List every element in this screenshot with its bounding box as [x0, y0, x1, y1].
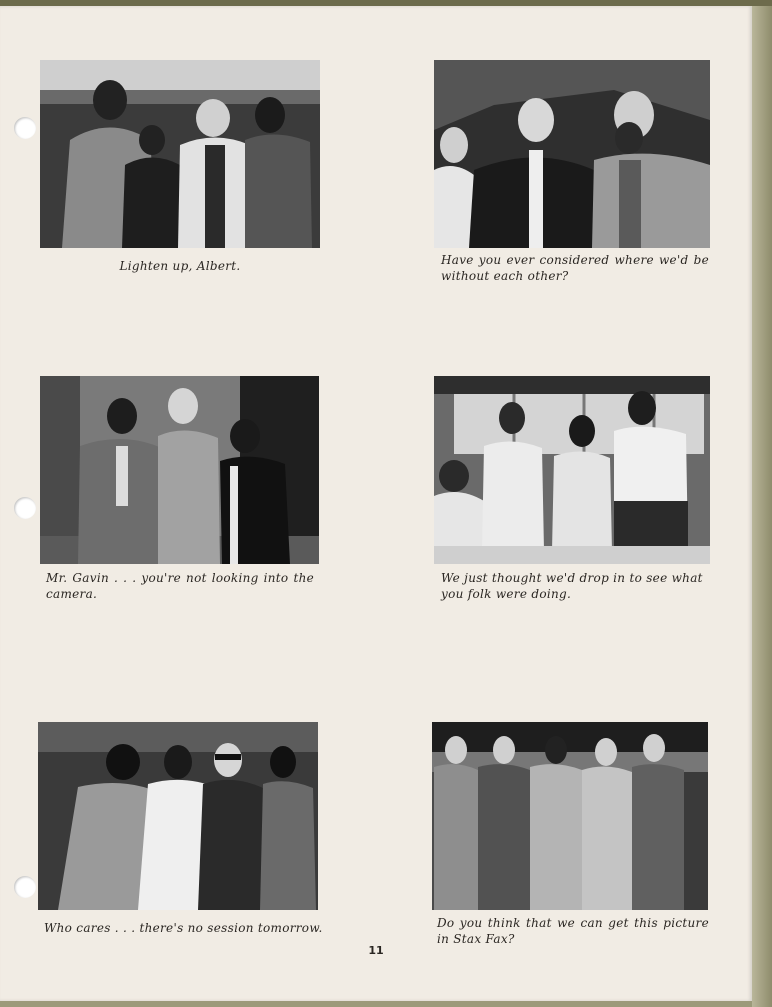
photo-three-people-window: [434, 376, 710, 564]
binder-hole-top: [14, 117, 36, 139]
caption-photo-4: We just thought we'd drop in to see what you folk were doing.: [441, 571, 703, 601]
photo-five-men-standing: [432, 722, 708, 910]
caption-photo-5: Who cares . . . there's no session tomorrow.: [44, 921, 323, 935]
caption-photo-3: Mr. Gavin . . . you're not looking into the camera.: [46, 571, 314, 601]
photo-three-people-indoors: [40, 376, 319, 564]
photo-group-of-four: [40, 60, 320, 248]
binder-hole-middle: [14, 497, 36, 519]
caption-photo-6: Do you think that we can get this picture in Stax Fax?: [437, 916, 709, 946]
page-number: 11: [368, 944, 384, 957]
binder-hole-bottom: [14, 876, 36, 898]
caption-photo-1: Lighten up, Albert.: [119, 259, 241, 273]
photo-two-men-conversation: [434, 60, 710, 248]
page-edge: [752, 6, 772, 1007]
caption-photo-2: Have you ever considered where we'd be without each other?: [441, 253, 709, 283]
photo-group-on-couch: [38, 722, 318, 910]
